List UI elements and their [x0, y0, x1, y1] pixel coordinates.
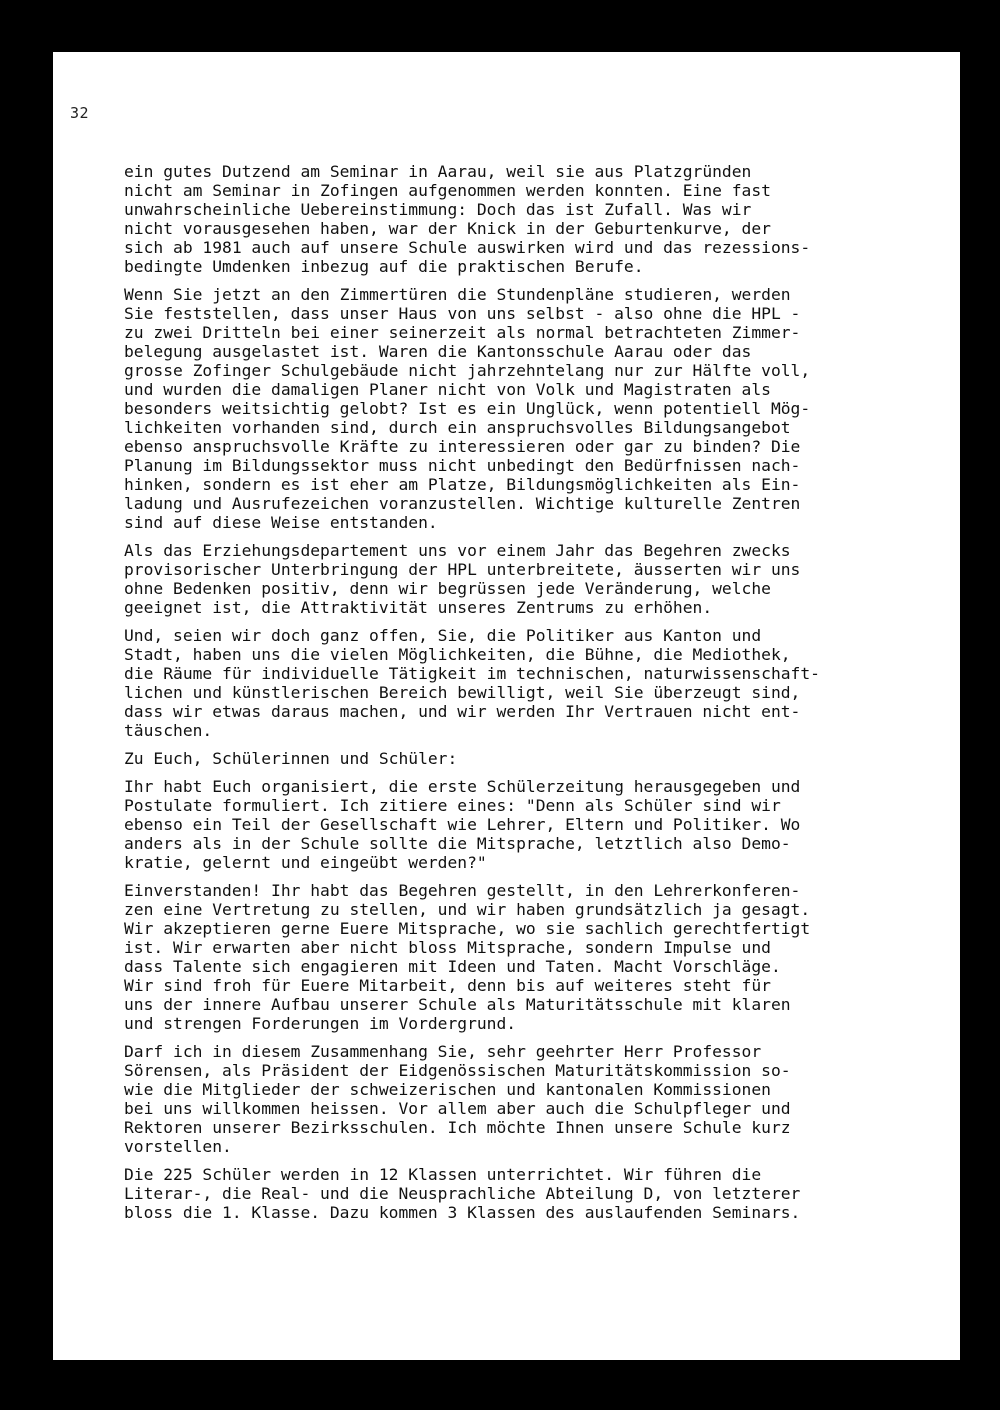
text-line: Literar-, die Real- und die Neusprachliche Abteilung D, von letzterer — [124, 1184, 801, 1203]
paragraph — [124, 749, 924, 768]
text-line: wie die Mitglieder der schweizerischen und kantonalen Kommissionen — [124, 1080, 771, 1099]
text-line: dass Talente sich engagieren mit Ideen und Taten. Macht Vorschläge. — [124, 957, 781, 976]
text-line: sind auf diese Weise entstanden. — [124, 513, 438, 532]
text-line: lichkeiten vorhanden sind, durch ein anspruchsvolles Bildungsangebot — [124, 418, 791, 437]
body-text — [124, 162, 924, 1231]
text-line: zu zwei Dritteln bei einer seinerzeit als normal betrachteten Zimmer- — [124, 323, 801, 342]
text-line: ladung und Ausrufezeichen voranzustellen. Wichtige kulturelle Zentren — [124, 494, 801, 513]
text-line: Wir akzeptieren gerne Euere Mitsprache, wo sie sachlich gerechtfertigt — [124, 919, 811, 938]
paragraph — [124, 881, 924, 1033]
text-line: die Räume für individuelle Tätigkeit im technischen, naturwissenschaft- — [124, 664, 820, 683]
paragraph — [124, 1042, 924, 1156]
text-line: Rektoren unserer Bezirksschulen. Ich möchte Ihnen unsere Schule kurz — [124, 1118, 791, 1137]
text-line: bedingte Umdenken inbezug auf die praktischen Berufe. — [124, 257, 644, 276]
text-line: ohne Bedenken positiv, denn wir begrüssen jede Veränderung, welche — [124, 579, 771, 598]
text-line: ebenso ein Teil der Gesellschaft wie Lehrer, Eltern und Politiker. Wo — [124, 815, 801, 834]
paragraph — [124, 777, 924, 872]
text-line: ebenso anspruchsvolle Kräfte zu interessieren oder gar zu binden? Die — [124, 437, 801, 456]
paragraph — [124, 1165, 924, 1222]
text-line: anders als in der Schule sollte die Mitsprache, letztlich also Demo- — [124, 834, 791, 853]
text-line: lichen und künstlerischen Bereich bewilligt, weil Sie überzeugt sind, — [124, 683, 801, 702]
text-line: ein gutes Dutzend am Seminar in Aarau, weil sie aus Platzgründen — [124, 162, 752, 181]
text-line: Wenn Sie jetzt an den Zimmertüren die Stundenpläne studieren, werden — [124, 285, 791, 304]
text-line: nicht vorausgesehen haben, war der Knick in der Geburtenkurve, der — [124, 219, 771, 238]
paragraph — [124, 285, 924, 532]
text-line: Stadt, haben uns die vielen Möglichkeiten, die Bühne, die Mediothek, — [124, 645, 791, 664]
text-line: provisorischer Unterbringung der HPL unterbreitete, äusserten wir uns — [124, 560, 801, 579]
page-number: 32 — [70, 104, 90, 122]
text-line: Postulate formuliert. Ich zitiere eines: "Denn als Schüler sind wir — [124, 796, 781, 815]
text-line: Sörensen, als Präsident der Eidgenössischen Maturitätskommission so- — [124, 1061, 791, 1080]
paragraph — [124, 626, 924, 740]
text-line: Planung im Bildungssektor muss nicht unbedingt den Bedürfnissen nach- — [124, 456, 801, 475]
text-line: Zu Euch, Schülerinnen und Schüler: — [124, 749, 458, 768]
text-line: dass wir etwas daraus machen, und wir werden Ihr Vertrauen nicht ent- — [124, 702, 801, 721]
text-line: und wurden die damaligen Planer nicht von Volk und Magistraten als — [124, 380, 771, 399]
paragraph — [124, 162, 924, 276]
text-line: uns der innere Aufbau unserer Schule als Maturitätsschule mit klaren — [124, 995, 791, 1014]
text-line: belegung ausgelastet ist. Waren die Kantonsschule Aarau oder das — [124, 342, 752, 361]
text-line: zen eine Vertretung zu stellen, und wir haben grundsätzlich ja gesagt. — [124, 900, 811, 919]
text-line: kratie, gelernt und eingeübt werden?" — [124, 853, 487, 872]
text-line: vorstellen. — [124, 1137, 232, 1156]
text-line: Ihr habt Euch organisiert, die erste Schülerzeitung herausgegeben und — [124, 777, 801, 796]
text-line: Und, seien wir doch ganz offen, Sie, die Politiker aus Kanton und — [124, 626, 762, 645]
text-line: unwahrscheinliche Uebereinstimmung: Doch das ist Zufall. Was wir — [124, 200, 752, 219]
text-line: ist. Wir erwarten aber nicht bloss Mitsprache, sondern Impulse und — [124, 938, 771, 957]
text-line: besonders weitsichtig gelobt? Ist es ein Unglück, wenn potentiell Mög- — [124, 399, 811, 418]
text-line: sich ab 1981 auch auf unsere Schule auswirken wird und das rezessions- — [124, 238, 811, 257]
text-line: Die 225 Schüler werden in 12 Klassen unterrichtet. Wir führen die — [124, 1165, 762, 1184]
text-line: Darf ich in diesem Zusammenhang Sie, sehr geehrter Herr Professor — [124, 1042, 762, 1061]
text-line: und strengen Forderungen im Vordergrund. — [124, 1014, 517, 1033]
text-line: nicht am Seminar in Zofingen aufgenommen werden konnten. Eine fast — [124, 181, 771, 200]
text-line: bloss die 1. Klasse. Dazu kommen 3 Klassen des auslaufenden Seminars. — [124, 1203, 801, 1222]
text-line: hinken, sondern es ist eher am Platze, Bildungsmöglichkeiten als Ein- — [124, 475, 801, 494]
text-line: täuschen. — [124, 721, 213, 740]
text-line: Wir sind froh für Euere Mitarbeit, denn bis auf weiteres steht für — [124, 976, 771, 995]
text-line: grosse Zofinger Schulgebäude nicht jahrzehntelang nur zur Hälfte voll, — [124, 361, 811, 380]
text-line: Sie feststellen, dass unser Haus von uns selbst - also ohne die HPL - — [124, 304, 801, 323]
text-line: Als das Erziehungsdepartement uns vor einem Jahr das Begehren zwecks — [124, 541, 791, 560]
paragraph — [124, 541, 924, 617]
text-line: geeignet ist, die Attraktivität unseres Zentrums zu erhöhen. — [124, 598, 713, 617]
text-line: Einverstanden! Ihr habt das Begehren gestellt, in den Lehrerkonferen- — [124, 881, 801, 900]
text-line: bei uns willkommen heissen. Vor allem aber auch die Schulpfleger und — [124, 1099, 791, 1118]
